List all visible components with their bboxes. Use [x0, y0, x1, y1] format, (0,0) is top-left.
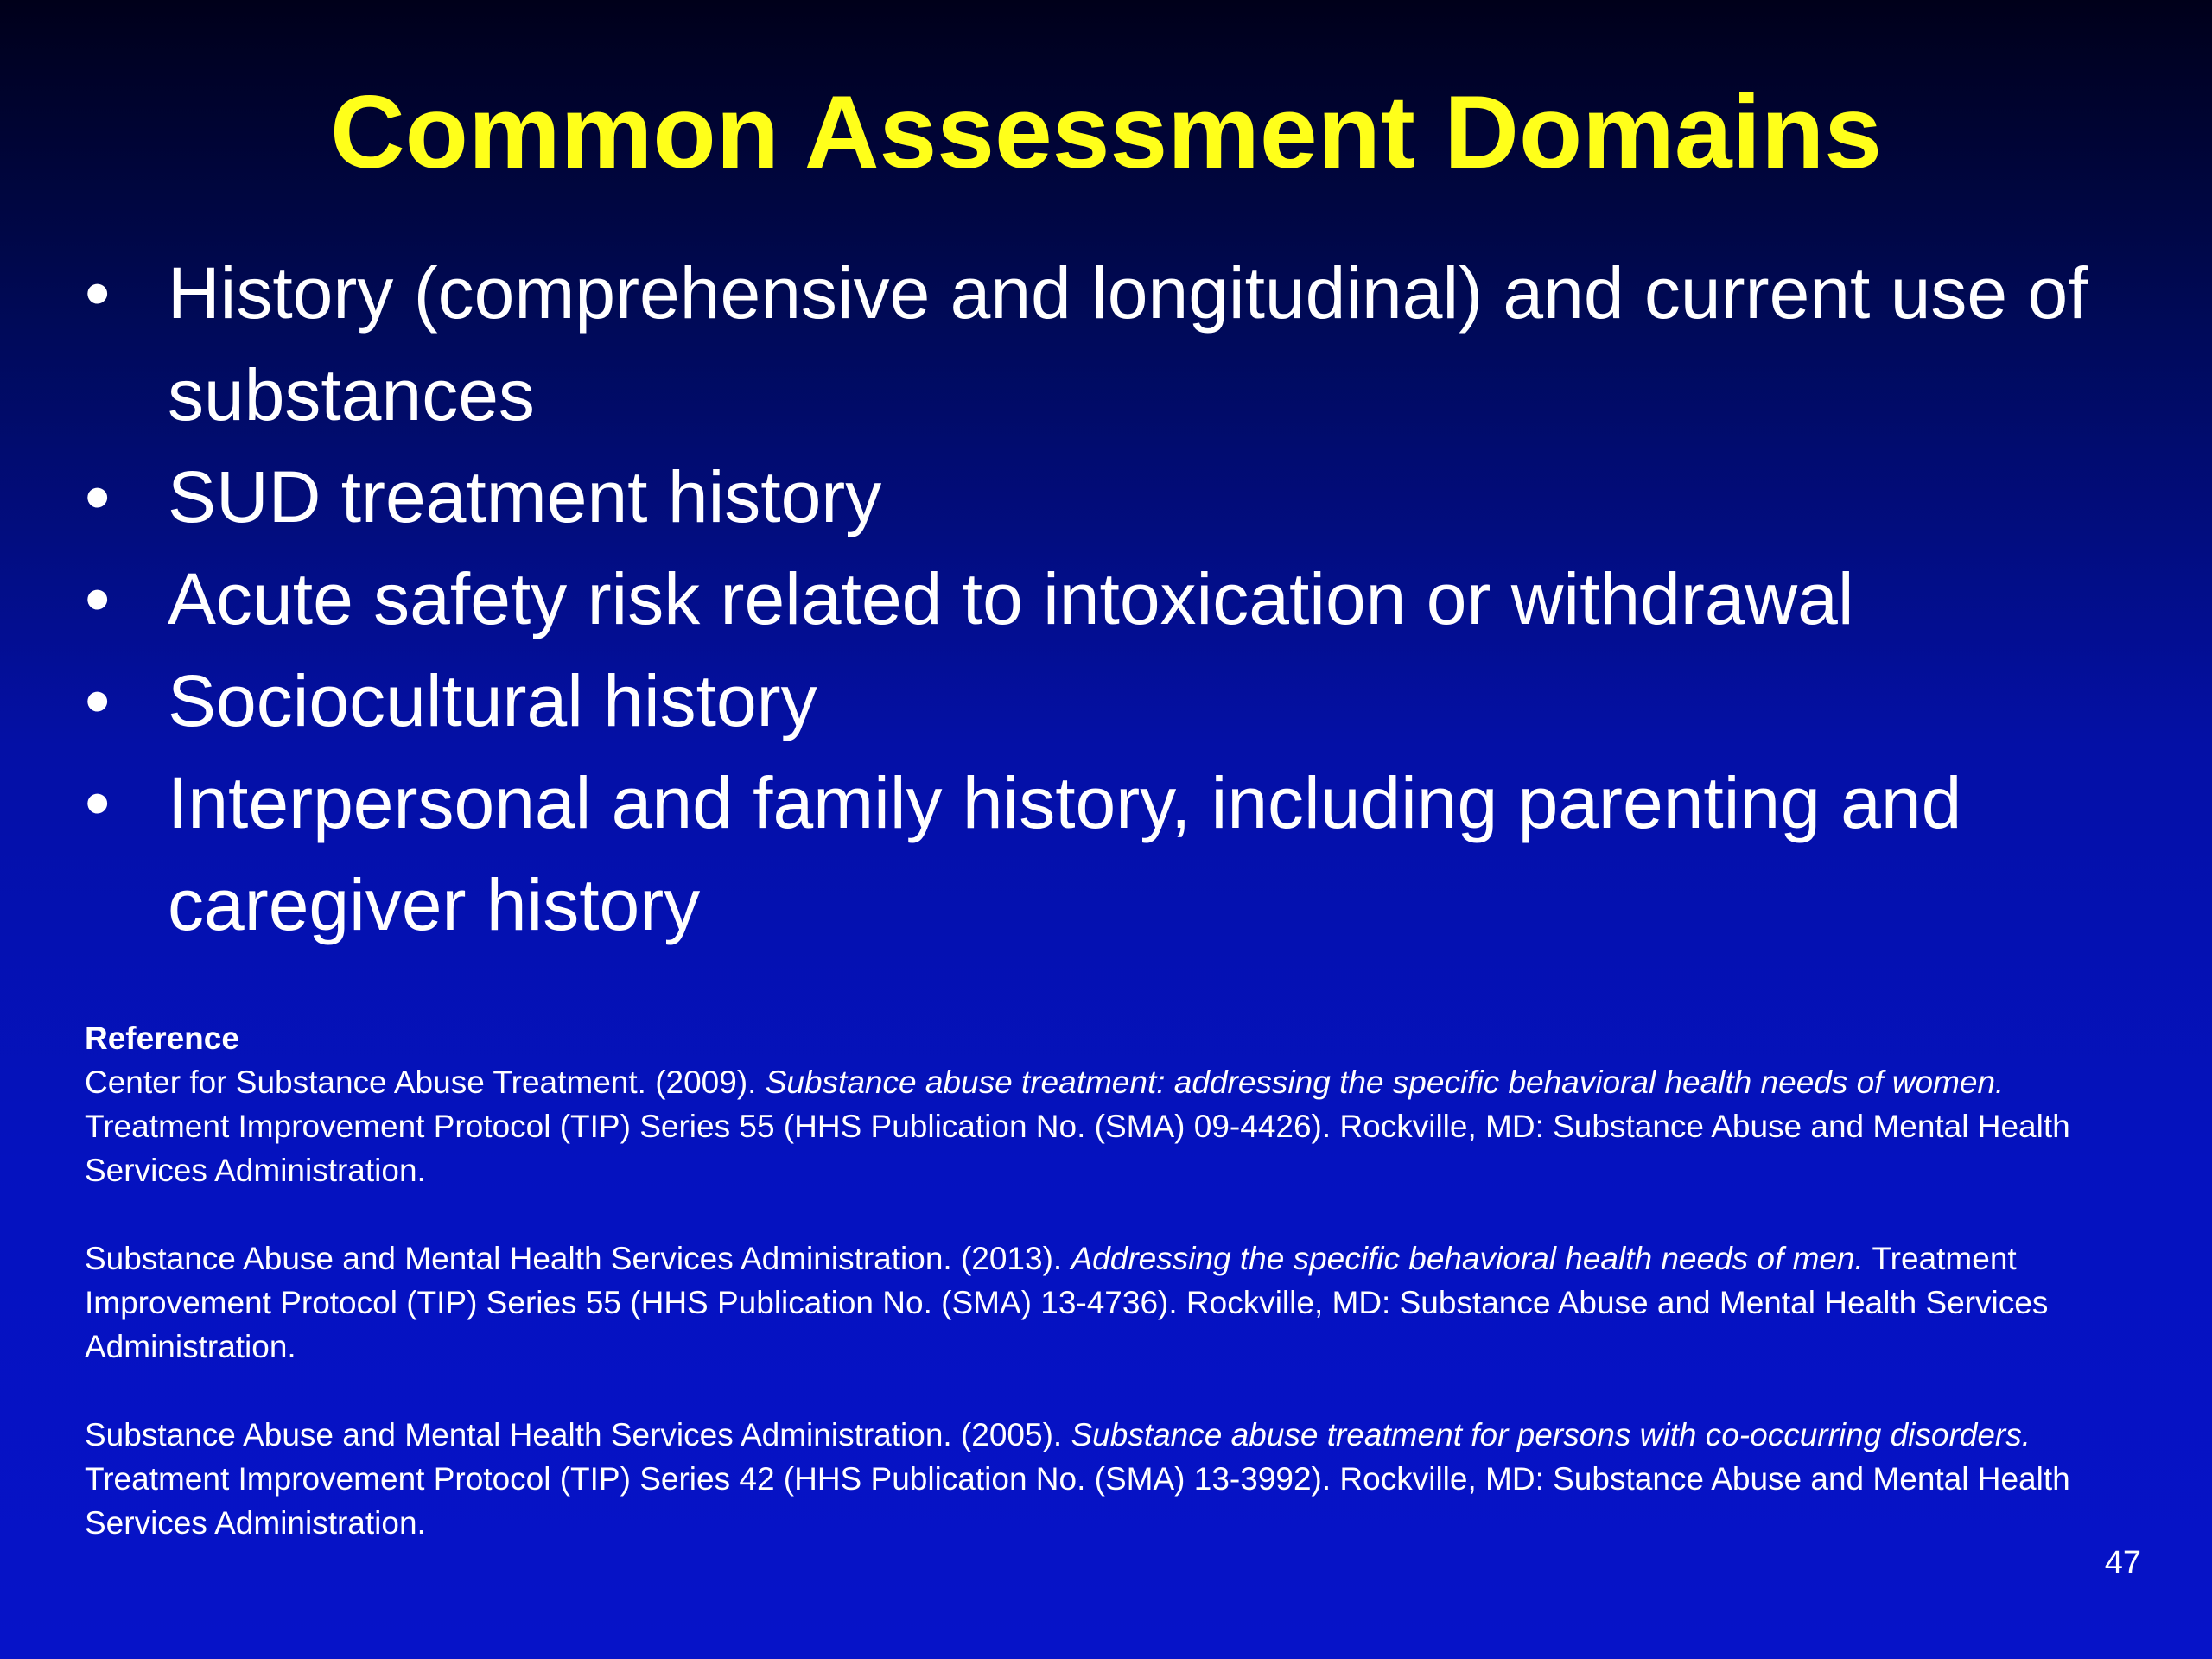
bullet-text: Interpersonal and family history, including parenting and caregiver history: [168, 762, 1962, 945]
reference-details: Treatment Improvement Protocol (TIP) Series 55 (HHS Publication No. (SMA) 09-4426). Rockville, MD: Substance Abuse and Mental Health Services Administration.: [85, 1109, 2070, 1188]
bullet-item: [85, 548, 2176, 650]
reference-title: Addressing the specific behavioral health needs of men.: [1071, 1241, 1864, 1276]
reference-entry: [85, 1060, 2072, 1192]
bullet-dot-icon: •: [85, 660, 111, 741]
references-section: [85, 1016, 2072, 1589]
reference-entry: [85, 1413, 2072, 1545]
reference-title: Substance abuse treatment: addressing the specific behavioral health needs of women.: [765, 1065, 2005, 1100]
reference-entry: [85, 1236, 2072, 1369]
reference-details: Treatment Improvement Protocol (TIP) Series 42 (HHS Publication No. (SMA) 13-3992). Rockville, MD: Substance Abuse and Mental Health Services Administration.: [85, 1461, 2070, 1541]
page-number: 47: [2104, 1545, 2141, 1581]
slide-title: Common Assessment Domains: [329, 74, 1882, 190]
references-heading: Reference: [85, 1020, 239, 1056]
bullet-dot-icon: •: [85, 252, 111, 334]
bullet-dot-icon: •: [85, 762, 111, 843]
bullet-item: [85, 446, 2176, 548]
bullet-item: [85, 242, 2176, 446]
bullet-text: Acute safety risk related to intoxication or withdrawal: [168, 558, 1854, 639]
reference-author-year: Substance Abuse and Mental Health Services Administration. (2005).: [85, 1417, 1071, 1452]
bullet-item: [85, 650, 2176, 752]
bullet-dot-icon: •: [85, 456, 111, 537]
bullet-text: History (comprehensive and longitudinal) and current use of substances: [168, 252, 2088, 435]
reference-details: Treatment Improvement Protocol (TIP) Series 55 (HHS Publication No. (SMA) 13-4736). Rockville, MD: Substance Abuse and Mental Health Services Administration.: [85, 1241, 2049, 1364]
bullet-text: Sociocultural history: [168, 660, 817, 741]
reference-author-year: Substance Abuse and Mental Health Services Administration. (2013).: [85, 1241, 1071, 1276]
bullet-item: [85, 752, 2176, 956]
bullet-text: SUD treatment history: [168, 456, 882, 537]
reference-title: Substance abuse treatment for persons with co-occurring disorders.: [1071, 1417, 2031, 1452]
bullet-list: [85, 242, 2176, 956]
reference-author-year: Center for Substance Abuse Treatment. (2009).: [85, 1065, 766, 1100]
bullet-dot-icon: •: [85, 558, 111, 639]
